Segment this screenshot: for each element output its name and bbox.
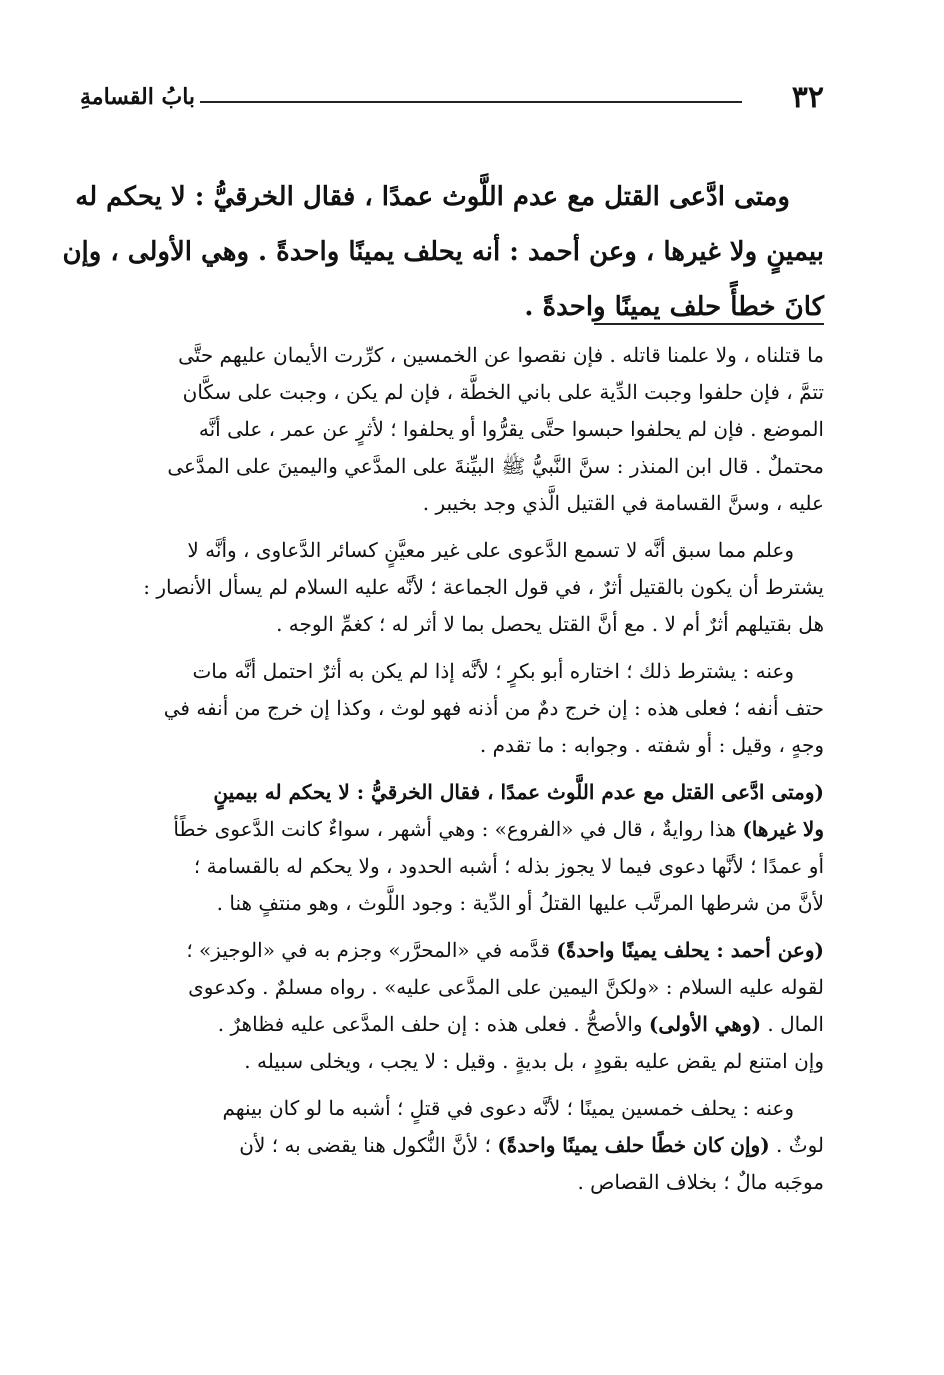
footnote-divider <box>594 323 824 325</box>
text-line: الموضع . فإن لم يحلفوا حبسوا حتَّى يقرُّوا أو يحلفوا ؛ لأثرٍ عن عمر ، على أنَّه <box>198 417 824 441</box>
text-line: محتملٌ . قال ابن المنذر : سنَّ النَّبيُّ ﷺ البيِّنةَ على المدَّعي واليمينَ على المدَّعى <box>167 454 824 478</box>
chapter-title: بابُ القسامةِ <box>80 84 196 110</box>
text-fragment: ؛ لأنَّ النُّكول هنا يقضى به ؛ لأن <box>239 1133 498 1157</box>
text-line: وعنه : يشترط ذلك ؛ اختاره أبو بكرٍ ؛ لأنَّه إذا لم يكن به أثرٌ احتمل أنَّه مات <box>192 659 794 683</box>
commentary-paragraph <box>80 1090 824 1201</box>
text-line: أو عمدًا ؛ لأنَّها دعوى فيما لا يجوز بذله ؛ أشبه الحدود ، ولا يحكم له بالقسامة ؛ <box>193 854 824 878</box>
text-line <box>80 811 824 848</box>
matn-text <box>62 170 824 335</box>
quoted-matn: (وعن أحمد : يحلف يمينًا واحدةً) <box>556 938 824 962</box>
matn-line: كانَ خطأً حلف يمينًا واحدةً . <box>524 292 824 322</box>
text-line: لقوله عليه السلام : «ولكنَّ اليمين على المدَّعى عليه» . رواه مسلمٌ . وكدعوى <box>188 975 824 999</box>
text-fragment: المال . <box>761 1012 824 1036</box>
text-line: ما قتلناه ، ولا علمنا قاتله . فإن نقصوا عن الخمسين ، كرِّرت الأيمان عليهم حتَّى <box>178 343 824 367</box>
text-line <box>80 1006 824 1043</box>
text-line: وإن امتنع لم يقض عليه بقودٍ ، بل بديةٍ . وقيل : لا يجب ، ويخلى سبيله . <box>244 1049 824 1073</box>
commentary-paragraph <box>80 932 824 1080</box>
text-line: موجَبه مالٌ ؛ بخلاف القصاص . <box>577 1170 824 1194</box>
quoted-matn: (وإن كان خطًا حلف يمينًا واحدةً) <box>497 1133 770 1157</box>
quoted-matn: (وهي الأولى) <box>648 1012 762 1036</box>
text-fragment: هذا روايةٌ ، قال في «الفروع» : وهي أشهر ، سواءٌ كانت الدَّعوى خطًأ <box>173 817 743 841</box>
page-header <box>80 78 824 122</box>
commentary-paragraph <box>80 653 824 764</box>
header-rule <box>200 101 742 103</box>
commentary-paragraph <box>80 337 824 522</box>
quoted-matn: ولا غيرها) <box>742 817 824 841</box>
text-line: وعنه : يحلف خمسين يمينًا ؛ لأنَّه دعوى في قتلٍ ؛ أشبه ما لو كان بينهم <box>222 1096 794 1120</box>
text-line: يشترط أن يكون بالقتيل أثرٌ ، في قول الجماعة ؛ لأنَّه عليه السلام لم يسأل الأنصار : <box>143 575 824 599</box>
text-fragment: لوثٌ . <box>769 1133 824 1157</box>
text-line: وعلم مما سبق أنَّه لا تسمع الدَّعوى على غير معيَّنٍ كسائر الدَّعاوى ، وأنَّه لا <box>187 538 794 562</box>
text-line: تتمَّ ، فإن حلفوا وجبت الدِّية على باني الخطَّة ، فإن لم يكن ، وجبت على سكَّان <box>182 380 824 404</box>
matn-line: بيمينٍ ولا غيرها ، وعن أحمد : أنه يحلف يمينًا واحدةً . وهي الأولى ، وإن <box>62 237 824 267</box>
page-number: ٣٢ <box>791 80 824 115</box>
commentary-paragraph <box>80 774 824 922</box>
text-line <box>80 932 824 969</box>
commentary-paragraph <box>80 532 824 643</box>
text-line: هل بقتيلهم أثرٌ أم لا . مع أنَّ القتل يحصل بما لا أثر له ؛ كغمِّ الوجه . <box>276 612 824 636</box>
text-fragment: قدَّمه في «المحرَّر» وجزم به في «الوجيز» ؛ <box>186 938 557 962</box>
text-line: حتف أنفه ؛ فعلى هذه : إن خرج دمٌ من أذنه فهو لوث ، وكذا إن خرج من أنفه في <box>163 696 824 720</box>
text-line: لأنَّ من شرطها المرتَّب عليها القتلُ أو الدِّية : وجود اللَّوث ، وهو منتفٍ هنا . <box>216 891 824 915</box>
text-line: وجهٍ ، وقيل : أو شفته . وجوابه : ما تقدم . <box>479 733 824 757</box>
commentary-text <box>80 337 824 1211</box>
text-line <box>80 1127 824 1164</box>
matn-line: ومتى ادَّعى القتل مع عدم اللَّوث عمدًا ، فقال الخرقيُّ : لا يحكم له <box>75 182 790 212</box>
quoted-matn: (ومتى ادَّعى القتل مع عدم اللَّوث عمدًا ، فقال الخرقيُّ : لا يحكم له بيمينٍ <box>213 780 824 804</box>
text-fragment: والأصحُّ . فعلى هذه : إن حلف المدَّعى عليه فظاهرٌ . <box>217 1012 649 1036</box>
text-line: عليه ، وسنَّ القسامة في القتيل الَّذي وجد بخيبر . <box>422 491 824 515</box>
